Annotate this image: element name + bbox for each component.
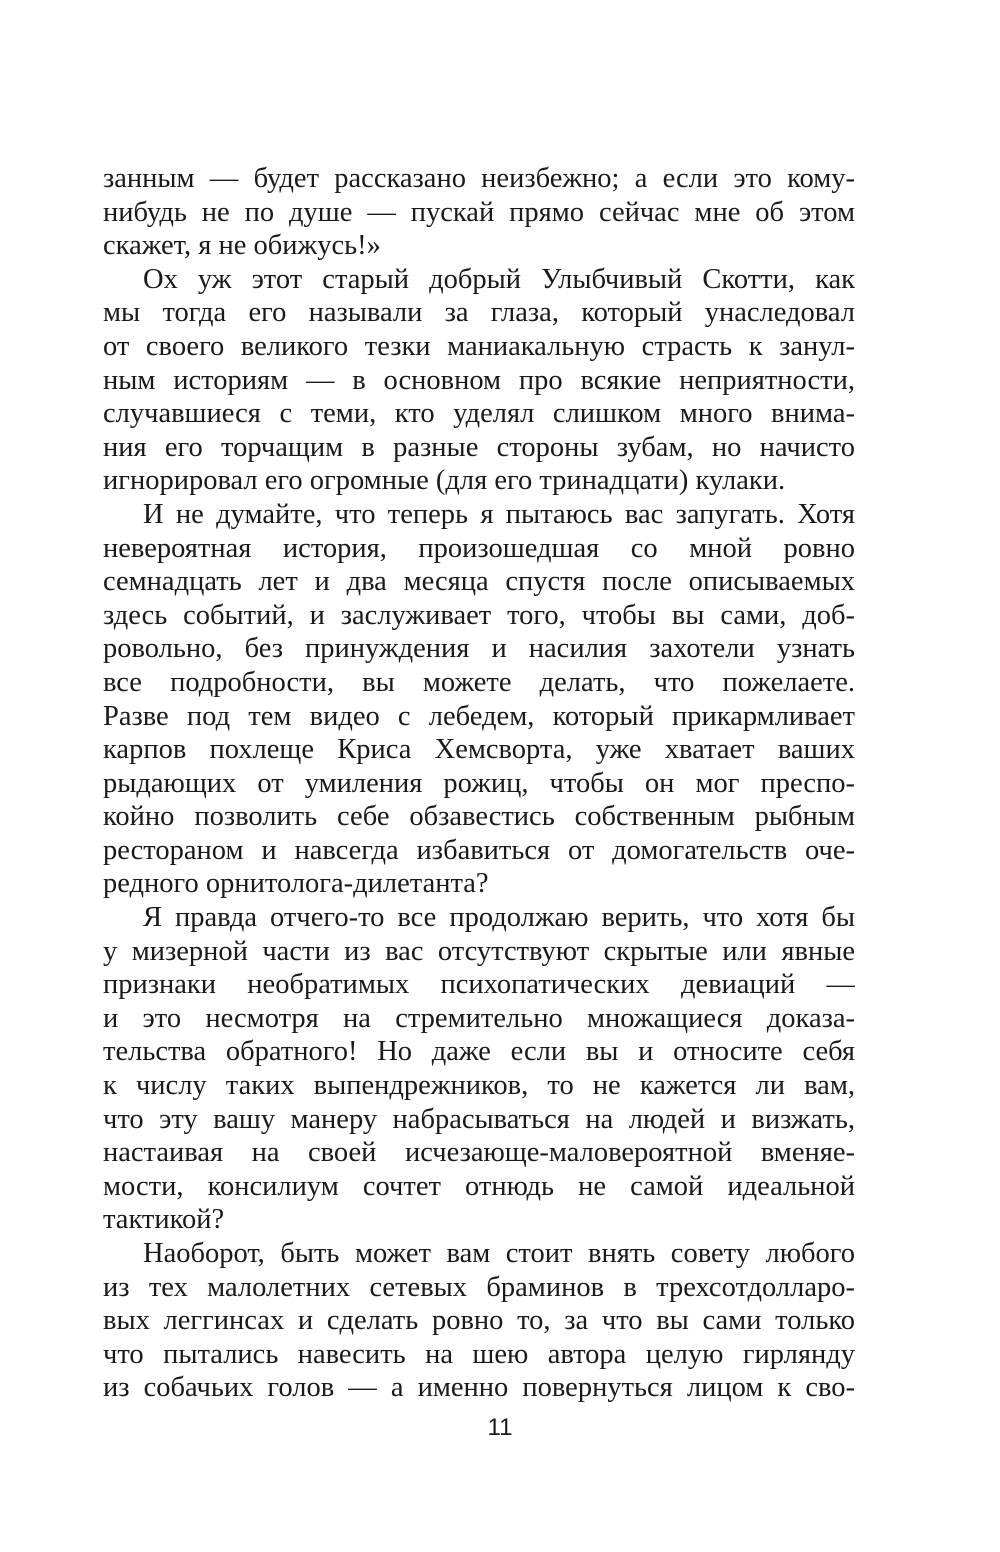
text-line: И не думайте, что теперь я пытаюсь вас запугать. Хотя	[143, 498, 855, 530]
text-line: вых леггинсах и сделать ровно то, за что вы сами только	[103, 1305, 855, 1337]
text-line: что пытались навесить на шею автора целую гирлянду	[103, 1338, 855, 1370]
text-line: тактикой?	[103, 1204, 225, 1236]
text-line: Наоборот, быть может вам стоит внять совету любого	[143, 1238, 855, 1269]
text-line: редного орнитолога-дилетанта?	[103, 868, 489, 900]
text-line: карпов похлеще Криса Хемсворта, уже хватает ваших	[103, 734, 855, 766]
text-line: мы тогда его называли за глаза, который унаследовал	[103, 297, 855, 329]
text-line: ровольно, без принуждения и насилия захотели узнать	[103, 633, 855, 665]
text-line: ния его торчащим в разные стороны зубам, но начисто	[103, 431, 855, 463]
text-line: рыдающих от умиления рожиц, чтобы он мог преспо-	[103, 767, 855, 799]
text-line: и это несмотря на стремительно множащиеся доказа-	[103, 1002, 855, 1034]
text-line: игнорировал его огромные (для его тринадцати) кулаки.	[103, 465, 786, 497]
text-line: здесь событий, и заслуживает того, чтобы вы сами, доб-	[103, 599, 855, 631]
text-line: семнадцать лет и два месяца спустя после описываемых	[103, 566, 855, 598]
text-line: признаки необратимых психопатических девиаций —	[103, 969, 855, 1001]
text-line: из тех малолетних сетевых браминов в трехсотдолларо-	[103, 1271, 855, 1303]
paragraph	[103, 263, 855, 498]
text-line: из собачьих голов — а именно повернуться лицом к сво-	[103, 1372, 855, 1404]
text-line: ным историям — в основном про всякие неприятности,	[103, 364, 855, 396]
text-line: настаивая на своей исчезающе-маловероятной вменяе-	[103, 1137, 855, 1169]
text-line: Разве под тем видео с лебедем, который прикармливает	[103, 700, 855, 732]
paragraph	[103, 162, 855, 263]
text-line: к числу таких выпендрежников, то не кажется ли вам,	[103, 1070, 855, 1102]
text-line: Я правда отчего-то все продолжаю верить, что хотя бы	[143, 902, 855, 934]
body-text	[103, 162, 855, 1405]
text-line: у мизерной части из вас отсутствуют скрытые или явные	[103, 935, 855, 967]
text-line: нибудь не по душе — пускай прямо сейчас мне об этом	[103, 196, 855, 228]
text-line: что эту вашу манеру набрасываться на людей и визжать,	[103, 1103, 855, 1135]
text-line: рестораном и навсегда избавиться от домогательств оче-	[103, 834, 855, 866]
paragraph	[103, 901, 855, 1237]
text-line: койно позволить себе обзавестись собственным рыбным	[103, 801, 855, 833]
text-line: все подробности, вы можете делать, что пожелаете.	[103, 666, 855, 698]
paragraph	[103, 498, 855, 901]
text-line: тельства обратного! Но даже если вы и относите себя	[103, 1036, 855, 1068]
text-line: от своего великого тезки маниакальную страсть к занул-	[103, 330, 855, 362]
paragraph	[103, 1237, 855, 1405]
text-line: случавшиеся с теми, кто уделял слишком много внима-	[103, 398, 855, 430]
text-line: занным — будет рассказано неизбежно; а если это кому-	[103, 163, 855, 194]
text-line: невероятная история, произошедшая со мной ровно	[103, 532, 855, 564]
text-line: Ох уж этот старый добрый Улыбчивый Скотти, как	[143, 263, 855, 295]
text-line: скажет, я не обижусь!»	[103, 230, 381, 262]
page-number: 11	[487, 1414, 513, 1441]
text-line: мости, консилиум сочтет отнюдь не самой идеальной	[103, 1170, 855, 1202]
